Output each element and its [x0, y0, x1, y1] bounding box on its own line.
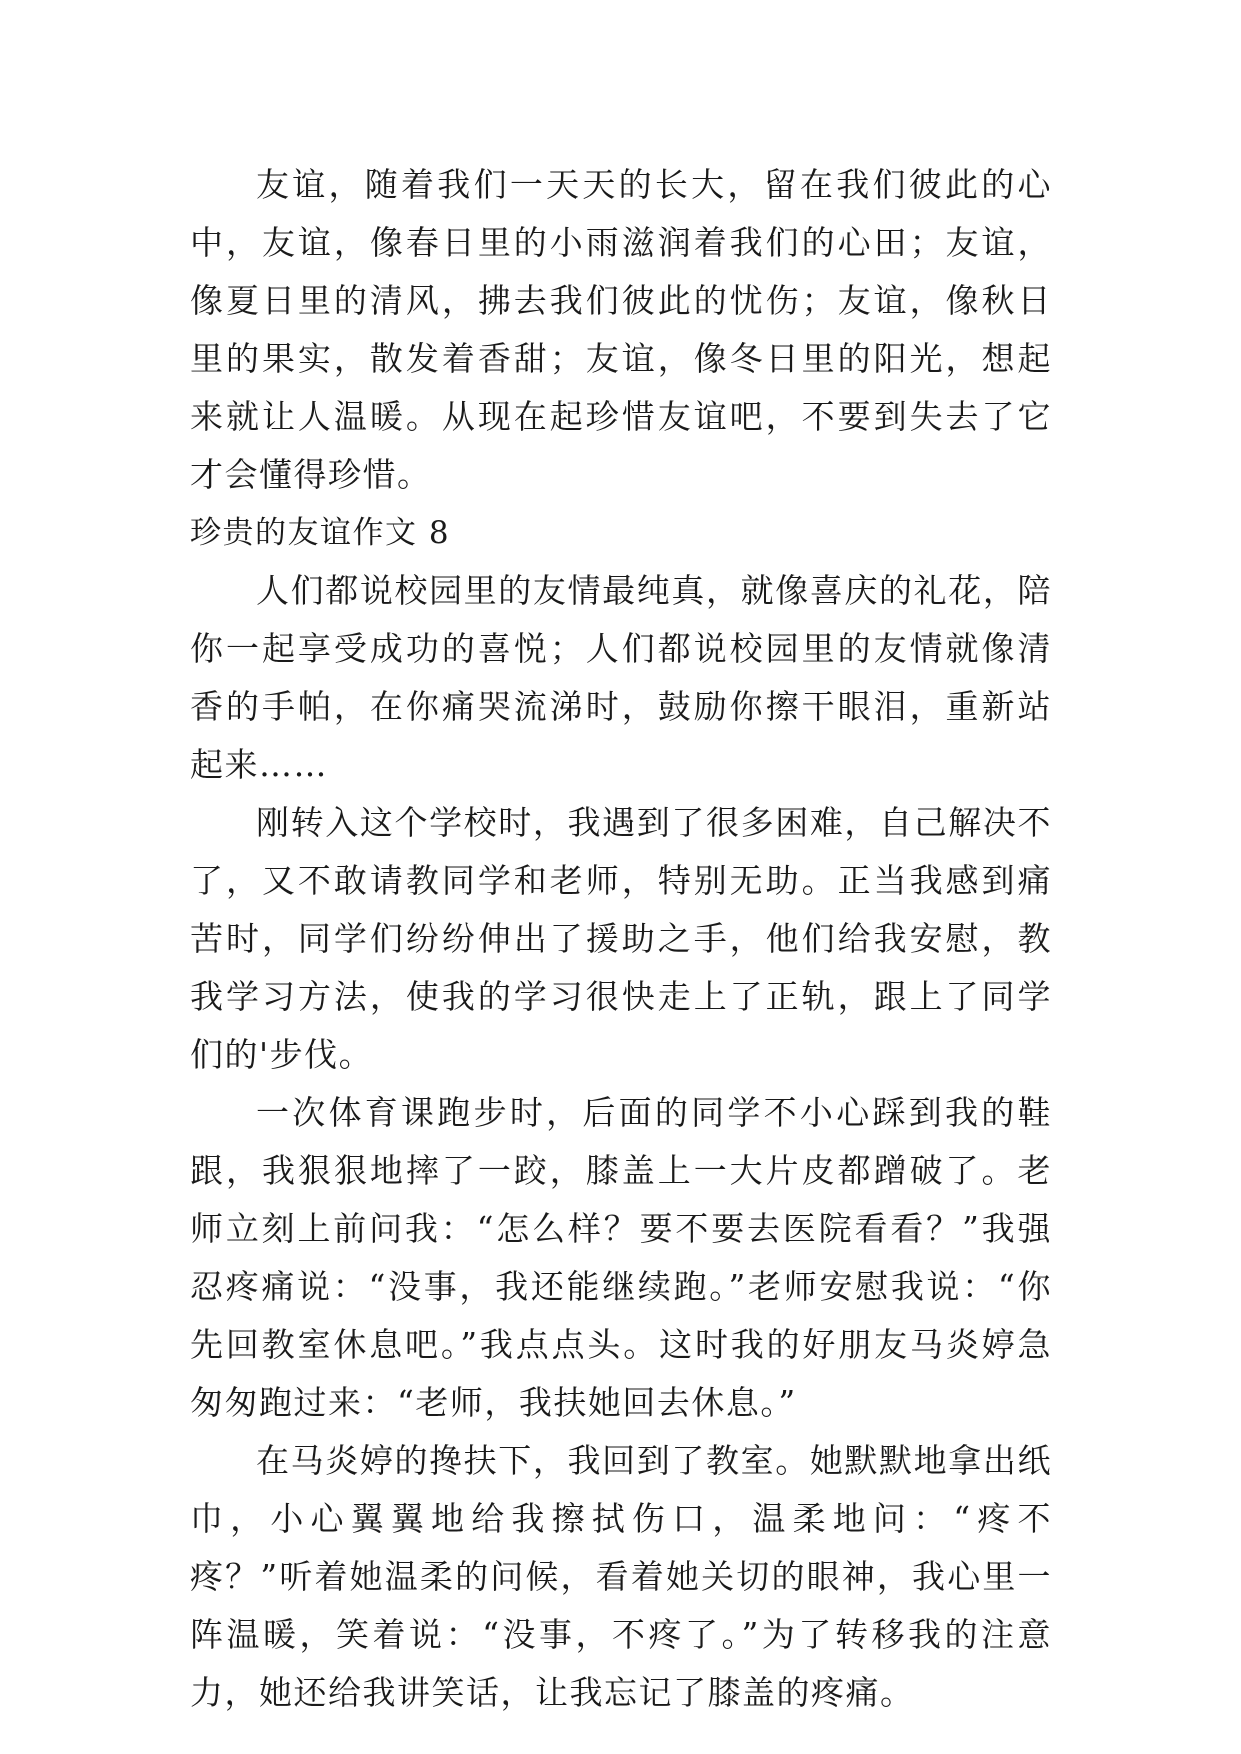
body-paragraph: 一次体育课跑步时，后面的同学不小心踩到我的鞋跟，我狠狠地摔了一跤，膝盖上一大片皮都蹭破了。老师立刻上前问我：“怎么样？要不要去医院看看？”我强忍疼痛说：“没事，我还能继续跑。”老师安慰我说：“你先回教室休息吧。”我点点头。这时我的好朋友马炎婷急匆匆跑过来：“老师，我扶她回去休息。” [190, 1093, 1052, 1422]
body-paragraph: 在马炎婷的搀扶下，我回到了教室。她默默地拿出纸巾，小心翼翼地给我擦拭伤口，温柔地问：“疼不疼？”听着她温柔的问候，看着她关切的眼神，我心里一阵温暖，笑着说：“没事，不疼了。”为了转移我的注意力，她还给我讲笑话，让我忘记了膝盖的疼痛。 [190, 1441, 1052, 1712]
document-body [190, 156, 1052, 1722]
intro-paragraph: 友谊，随着我们一天天的长大，留在我们彼此的心中，友谊，像春日里的小雨滋润着我们的心田；友谊，像夏日里的清风，拂去我们彼此的忧伤；友谊，像秋日里的果实，散发着香甜；友谊，像冬日里的阳光，想起来就让人温暖。从现在起珍惜友谊吧，不要到失去了它才会懂得珍惜。 [190, 165, 1052, 494]
essay-title: 珍贵的友谊作文 8 [190, 515, 451, 551]
body-paragraph: 人们都说校园里的友情最纯真，就像喜庆的礼花，陪你一起享受成功的喜悦；人们都说校园里的友情就像清香的手帕，在你痛哭流涕时，鼓励你擦干眼泪，重新站起来…… [190, 571, 1052, 784]
body-paragraph: 刚转入这个学校时，我遇到了很多困难，自己解决不了，又不敢请教同学和老师，特别无助。正当我感到痛苦时，同学们纷纷伸出了援助之手，他们给我安慰，教我学习方法，使我的学习很快走上了正轨，跟上了同学们的'步伐。 [190, 803, 1052, 1074]
